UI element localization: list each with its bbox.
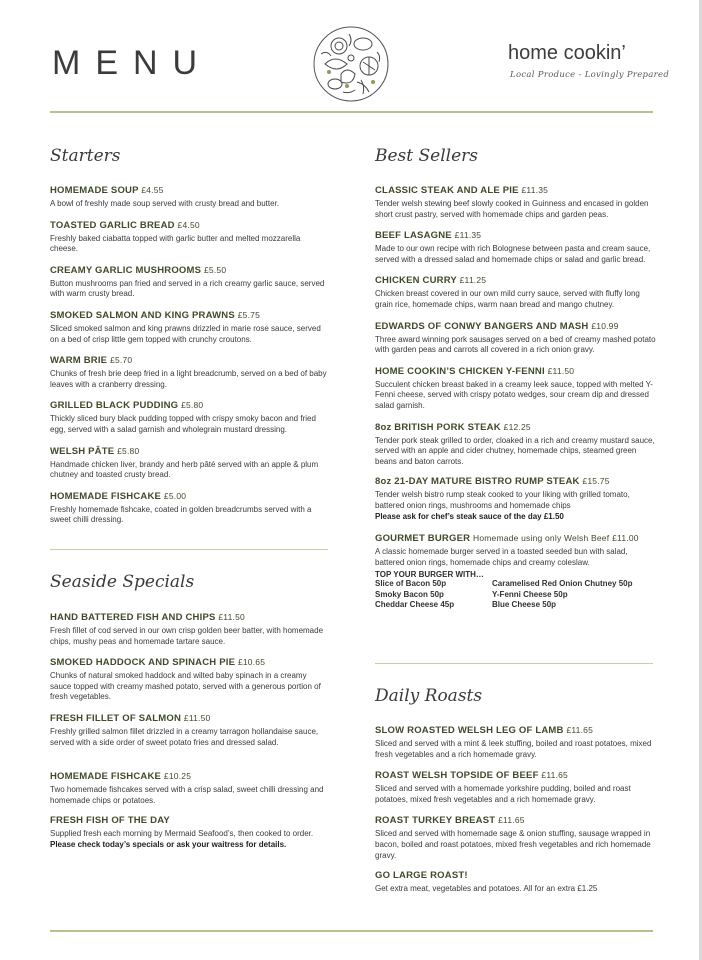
menu-title: MENU: [52, 44, 213, 82]
item-price: £11.50: [183, 712, 211, 723]
item-note: Please ask for chef’s steak sauce of the day £1.50: [375, 511, 564, 521]
item-price: £11.35: [521, 185, 549, 195]
item-name: WELSH PÂTE: [50, 445, 115, 457]
item-name: ROAST TURKEY BREAST: [375, 815, 496, 827]
seaside-list: [50, 611, 330, 860]
item-price: £5.70: [110, 355, 133, 366]
item-description: Tender welsh bistro rump steak cooked to your liking with grilled tomato, battered onion rings, mushrooms and homemade chips: [375, 490, 630, 510]
item-price: £5.80: [181, 400, 204, 411]
item-price: £11.00: [612, 533, 639, 544]
item-price: £11.65: [566, 725, 594, 735]
item-price: £5.80: [117, 445, 140, 456]
bestsellers-heading: Best Sellers: [375, 146, 479, 166]
item-description: Button mushrooms pan fried and served in a rich creamy garlic sauce, served with warm crusty bread.: [50, 278, 325, 299]
item-description: Succulent chicken breast baked in a creamy leek sauce, topped with melted Y-Fenni cheese, served with crispy potato wedges, sour cream dip and dressed salad garnish.: [375, 379, 653, 410]
item-description: Get extra meat, vegetables and potatoes. All for an extra £1.25: [375, 884, 598, 894]
item-price: £11.65: [498, 815, 525, 826]
menu-item: [375, 870, 657, 895]
item-description: Sliced smoked salmon and king prawns drizzled in marie rose sauce, served on a bed of crisp little gem topped with crunchy croutons.: [50, 323, 321, 344]
menu-item: [50, 445, 330, 481]
item-name: EDWARDS OF CONWY BANGERS AND MASH: [375, 320, 589, 332]
menu-item: [50, 399, 330, 435]
item-description: Handmade chicken liver, brandy and herb pâté served with an apple & plum chutney and toasted crusty bread.: [50, 459, 319, 480]
item-description: Two homemade fishcakes served with a crisp salad, sweet chilli dressing and homemade chips or potatoes.: [50, 785, 324, 805]
topping-option: Smoky Bacon 50p: [375, 589, 444, 599]
item-title: [375, 724, 657, 737]
item-description: Tender pork steak grilled to order, cloaked in a rich and creamy mustard sauce, served with an apple and cider chutney, homemade chips, steamed green beans and baton carrots.: [375, 435, 655, 466]
item-title: [50, 490, 330, 503]
menu-item: [50, 656, 330, 703]
item-description: Freshly baked ciabatta topped with garlic butter and melted mozzarella cheese.: [50, 233, 301, 254]
item-price: £11.50: [547, 365, 575, 376]
item-title: [50, 611, 330, 624]
item-title: [375, 365, 657, 378]
menu-item: [375, 365, 657, 412]
item-description: A classic homemade burger served in a toasted seeded bun with salad, battered onion rings, homemade chips and creamy coleslaw.: [375, 547, 628, 567]
item-name: GO LARGE ROAST!: [375, 870, 468, 882]
topping-option: Blue Cheese 50p: [492, 600, 557, 610]
brand-tagline: Local Produce - Lovingly Prepared: [510, 70, 670, 80]
item-price: £5.50: [204, 264, 227, 275]
item-title: [375, 184, 657, 197]
item-description: A bowl of freshly made soup served with crusty bread and butter.: [50, 199, 280, 208]
item-description: Three award winning pork sausages served on a bed of creamy mashed potato with garden peas and carrots all covered in a rich onion gravy.: [375, 334, 656, 355]
item-price: £12.25: [503, 421, 531, 432]
menu-item: [50, 815, 330, 850]
menu-item: [50, 611, 330, 647]
item-description: Chunks of natural smoked haddock and wilted baby spinach in a creamy sauce topped with creamy mashed potato, served with a generous portion of fresh vegetables.: [50, 671, 321, 702]
item-name: CHICKEN CURRY: [375, 275, 457, 287]
menu-item: [375, 475, 657, 522]
item-title: [375, 229, 657, 242]
item-name: HOMEMADE FISHCAKE: [50, 771, 162, 783]
menu-item: [50, 264, 330, 300]
bestsellers-list: [375, 184, 657, 611]
item-title: [375, 475, 657, 488]
menu-item: [375, 229, 657, 265]
item-description: Freshly homemade fishcake, coated in golden breadcrumbs served with a sweet chilli dressing.: [50, 504, 312, 525]
item-title: [375, 870, 657, 882]
brand-name: home cookin’: [508, 42, 626, 64]
toppings-grid: [375, 579, 657, 610]
item-name: WARM BRIE: [50, 355, 108, 367]
item-name: HOMEMADE SOUP: [50, 185, 139, 196]
item-name: 8oz 21-DAY MATURE BISTRO RUMP STEAK: [375, 476, 580, 488]
item-subtitle: Homemade using only Welsh Beef: [473, 533, 610, 544]
item-name: SMOKED HADDOCK AND SPINACH PIE: [50, 657, 236, 669]
item-title: [50, 445, 330, 458]
item-price: £11.65: [541, 770, 568, 781]
menu-item: [375, 421, 657, 468]
roasts-heading: Daily Roasts: [375, 686, 483, 706]
menu-item: [375, 532, 657, 568]
item-price: £11.50: [218, 612, 245, 622]
menu-item: [50, 309, 330, 345]
item-title: [50, 399, 330, 412]
bestsellers-divider: [375, 663, 653, 664]
menu-item: [50, 712, 330, 748]
item-price: £5.00: [163, 490, 187, 501]
menu-item: [375, 320, 657, 356]
seaside-heading: Seaside Specials: [50, 572, 195, 592]
item-name: CREAMY GARLIC MUSHROOMS: [50, 264, 202, 276]
item-description: Supplied fresh each morning by Mermaid Seafood’s, then cooked to order.: [50, 829, 314, 839]
item-title: [375, 421, 657, 434]
item-title: [50, 712, 330, 725]
item-description: Chunks of fresh brie deep fried in a light breadcrumb, served on a bed of baby leaves with a cranberry dressing.: [50, 369, 327, 389]
item-price: £10.25: [163, 771, 192, 782]
bottom-divider: [50, 930, 653, 932]
item-price: £4.55: [141, 185, 164, 195]
item-price: £15.75: [582, 476, 610, 487]
item-name: BEEF LASAGNE: [375, 230, 452, 242]
item-name: GRILLED BLACK PUDDING: [50, 400, 179, 412]
item-name: FRESH FISH OF THE DAY: [50, 815, 170, 827]
topping-option: Cheddar Cheese 45p: [375, 600, 455, 610]
item-note: Please check today’s specials or ask your waitress for details.: [50, 839, 287, 849]
item-name: TOASTED GARLIC BREAD: [50, 219, 175, 231]
starters-heading: Starters: [50, 146, 121, 166]
toppings-heading: TOP YOUR BURGER WITH…: [375, 570, 484, 580]
item-name: GOURMET BURGER: [375, 533, 471, 545]
item-title: [375, 532, 657, 545]
item-name: HOMEMADE FISHCAKE: [50, 490, 162, 502]
menu-item: [50, 219, 330, 255]
item-name: ROAST WELSH TOPSIDE OF BEEF: [375, 770, 539, 782]
vegetable-logo-icon: [311, 24, 391, 104]
menu-item: [375, 274, 657, 310]
item-price: £10.65: [237, 657, 266, 668]
topping-option: Y-Fenni Cheese 50p: [492, 589, 568, 599]
item-description: Sliced and served with a mint & leek stuffing, boiled and roast potatoes, mixed fresh vegetables and a rich homemade gravy.: [375, 739, 652, 759]
item-title: [50, 354, 330, 367]
item-description: Tender welsh stewing beef slowly cooked in Guinness and encased in golden short crust pastry, served with homemade chips and garden peas.: [375, 199, 649, 219]
topping-option: Slice of Bacon 50p: [375, 579, 447, 589]
item-description: Made to our own recipe with rich Bolognese between pasta and cream sauce, served with a dressed salad and homemade chips or salad and garlic bread.: [375, 244, 651, 264]
roasts-list: [375, 724, 657, 904]
item-title: [50, 309, 330, 322]
menu-item: [375, 814, 657, 861]
item-title: [50, 264, 330, 277]
topping-option: Caramelised Red Onion Chutney 50p: [492, 579, 633, 589]
item-price: £11.25: [459, 275, 487, 286]
item-title: [375, 274, 657, 287]
item-title: [50, 219, 330, 232]
menu-item: [50, 354, 330, 390]
menu-item: [50, 490, 330, 526]
starters-list: [50, 184, 330, 535]
item-title: [375, 814, 657, 827]
item-name: CLASSIC STEAK AND ALE PIE: [375, 185, 519, 196]
item-price: £10.99: [591, 320, 619, 331]
item-price: £4.50: [177, 219, 200, 230]
item-name: SLOW ROASTED WELSH LEG OF LAMB: [375, 725, 564, 736]
item-description: Fresh fillet of cod served in our own crisp golden beer batter, with homemade chips, mushy peas and homemade tartare sauce.: [50, 626, 324, 646]
item-description: Thickly sliced bury black pudding topped with crispy smoky bacon and fried egg, served with a salad garnish and wholegrain mustard dressing.: [50, 414, 316, 434]
item-description: Sliced and served with homemade sage & onion stuffing, sausage wrapped in bacon, boiled and roast potatoes, mixed fresh vegetables and rich homemade gravy.: [375, 829, 651, 860]
item-title: [50, 184, 330, 197]
item-title: [50, 656, 330, 669]
item-price: £5.75: [237, 309, 261, 320]
item-price: £11.35: [454, 230, 482, 241]
item-title: [375, 769, 657, 782]
menu-item: [50, 184, 330, 210]
item-name: FRESH FILLET OF SALMON: [50, 712, 182, 724]
item-description: Chicken breast covered in our own mild curry sauce, served with fluffy long grain rice, homemade chips, warm naan bread and mango chutney.: [375, 289, 640, 309]
starters-divider: [50, 549, 328, 550]
menu-item: [375, 769, 657, 805]
item-name: HAND BATTERED FISH AND CHIPS: [50, 612, 216, 623]
menu-item: [375, 184, 657, 220]
item-name: 8oz BRITISH PORK STEAK: [375, 421, 501, 433]
item-title: [50, 770, 330, 783]
item-description: Freshly grilled salmon fillet drizzled in a creamy tarragon hollandaise sauce, served with a side order of sweet potato fries and dressed salad.: [50, 726, 319, 747]
menu-item: [50, 770, 330, 806]
item-title: [50, 815, 330, 827]
item-description: Sliced and served with a homemade yorkshire pudding, boiled and roast potatoes, mixed fresh vegetables and a rich homemade gravy.: [375, 784, 631, 804]
item-title: [375, 320, 657, 333]
menu-item: [375, 724, 657, 760]
item-name: SMOKED SALMON AND KING PRAWNS: [50, 309, 235, 321]
top-divider: [50, 111, 653, 113]
item-name: HOME COOKIN’S CHICKEN Y-FENNI: [375, 365, 545, 377]
